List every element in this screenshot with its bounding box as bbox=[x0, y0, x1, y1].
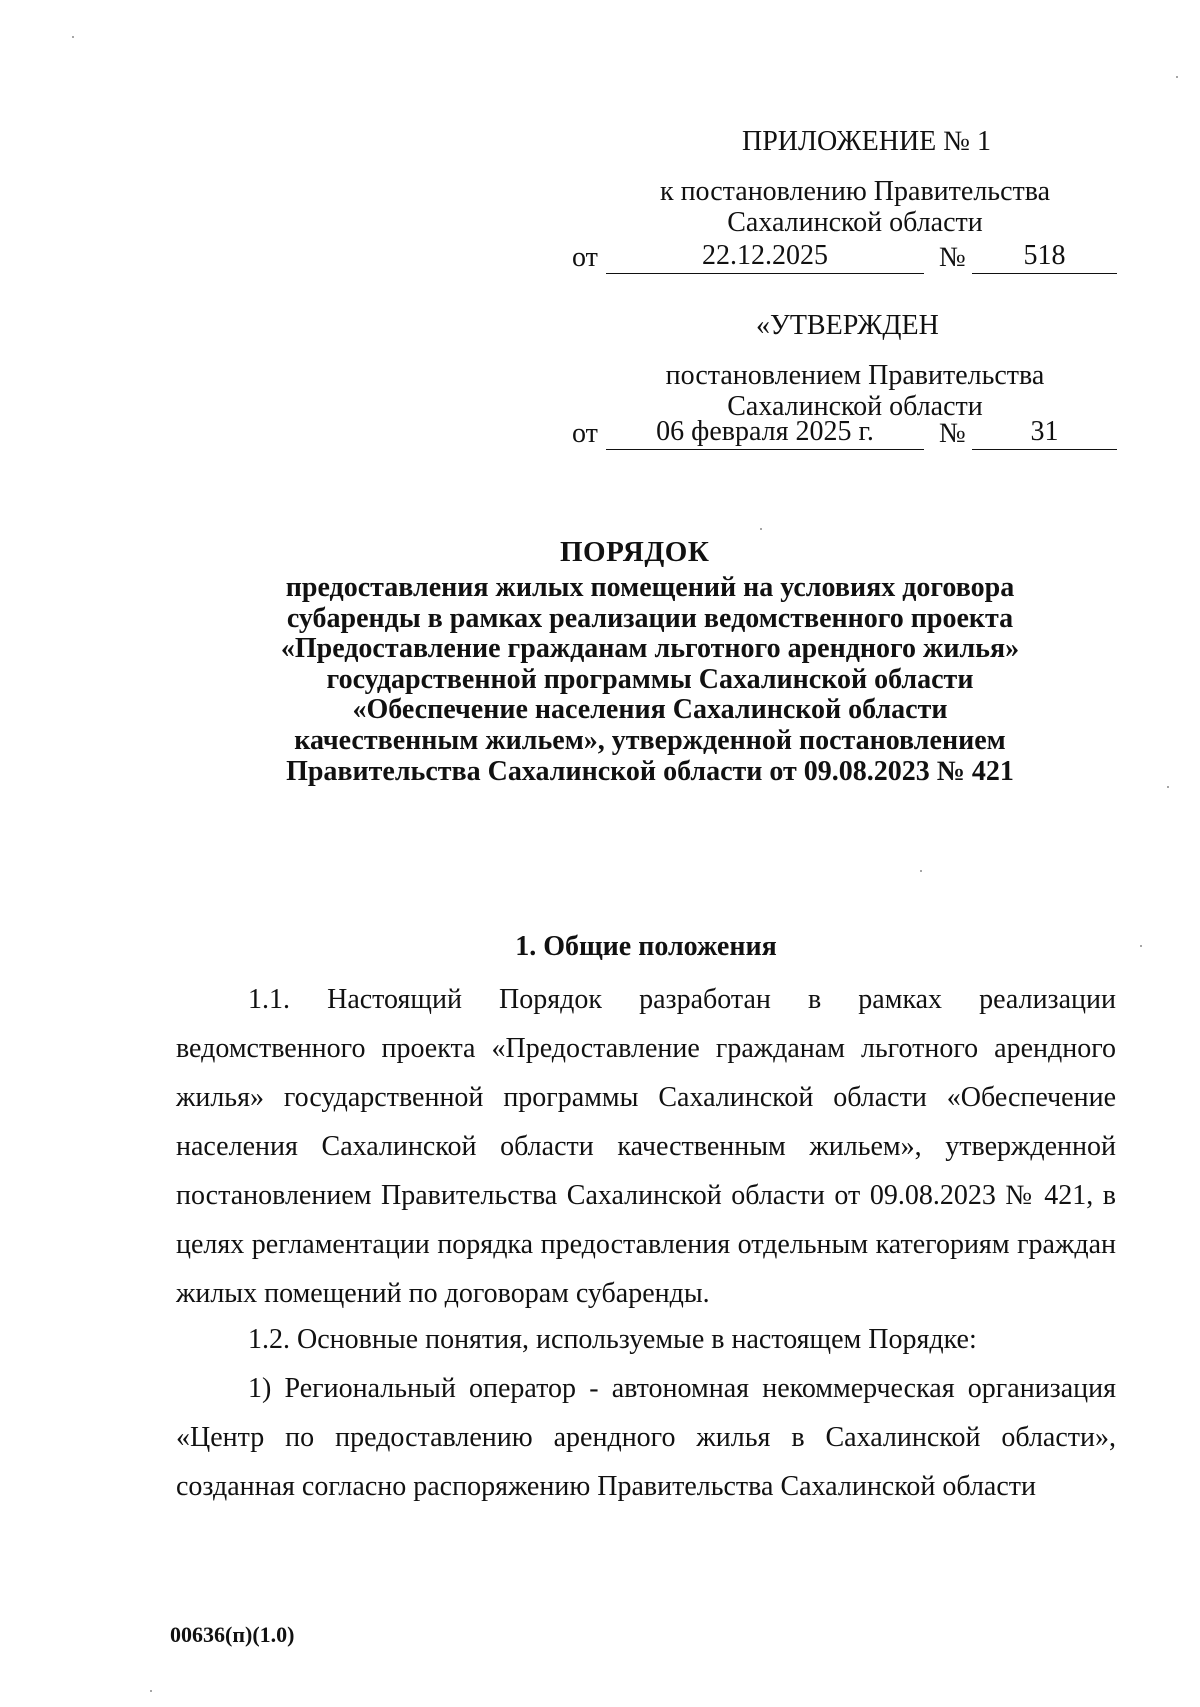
document-subtitle: предоставления жилых помещений на условиях договора субаренды в рамках реализации ведомственного проекта «Предоставление гражданам льготного арендного жилья» государственной программы Сахалинской области «Обеспечение населения Сахалинской области качественным жильем», утвержденной постановлением Правительства Сахалинской области от 09.08.2023 № 421 bbox=[280, 572, 1020, 787]
appendix-date: 22.12.2025 bbox=[606, 240, 924, 274]
approved-date: 06 февраля 2025 г. bbox=[606, 416, 924, 450]
approved-ot-label: от bbox=[572, 418, 598, 449]
appendix-title: ПРИЛОЖЕНИЕ № 1 bbox=[742, 126, 991, 157]
paragraph-definition-1: 1) Региональный оператор - автономная некоммерческая организация «Центр по предоставлению арендного жилья в Сахалинской области», созданная согласно распоряжению Правительства Сахалинской области bbox=[176, 1373, 1116, 1502]
document-title: ПОРЯДОК bbox=[560, 536, 710, 568]
appendix-number: 518 bbox=[972, 240, 1117, 274]
scan-speck bbox=[1167, 786, 1169, 788]
approved-subtitle: постановлением Правительства Сахалинской области bbox=[665, 360, 1045, 422]
section-heading: 1. Общие положения bbox=[515, 931, 777, 962]
approved-number-sign: № bbox=[939, 418, 966, 449]
scan-speck bbox=[150, 1690, 152, 1692]
appendix-reference-line bbox=[572, 240, 1117, 278]
document-code: 00636(п)(1.0) bbox=[170, 1622, 295, 1647]
scan-speck bbox=[1140, 945, 1142, 947]
appendix-number-sign: № bbox=[939, 242, 966, 273]
scan-speck bbox=[72, 36, 74, 38]
appendix-ot-label: от bbox=[572, 242, 598, 273]
paragraph-1-2: 1.2. Основные понятия, используемые в настоящем Порядке: bbox=[248, 1324, 977, 1355]
paragraph-1-1: 1.1. Настоящий Порядок разработан в рамках реализации ведомственного проекта «Предоставление гражданам льготного арендного жилья» государственной программы Сахалинской области «Обеспечение населения Сахалинской области качественным жильем», утвержденной постановлением Правительства Сахалинской области от 09.08.2023 № 421, в целях регламентации порядка предоставления отдельным категориям граждан жилых помещений по договорам субаренды. bbox=[176, 984, 1116, 1309]
scan-speck bbox=[760, 528, 762, 530]
appendix-subtitle: к постановлению Правительства Сахалинской области bbox=[659, 176, 1051, 238]
scan-speck bbox=[1176, 76, 1178, 78]
approved-reference-line bbox=[572, 416, 1117, 454]
approved-title: «УТВЕРЖДЕН bbox=[756, 310, 939, 341]
approved-number: 31 bbox=[972, 416, 1117, 450]
scan-speck bbox=[920, 870, 922, 872]
